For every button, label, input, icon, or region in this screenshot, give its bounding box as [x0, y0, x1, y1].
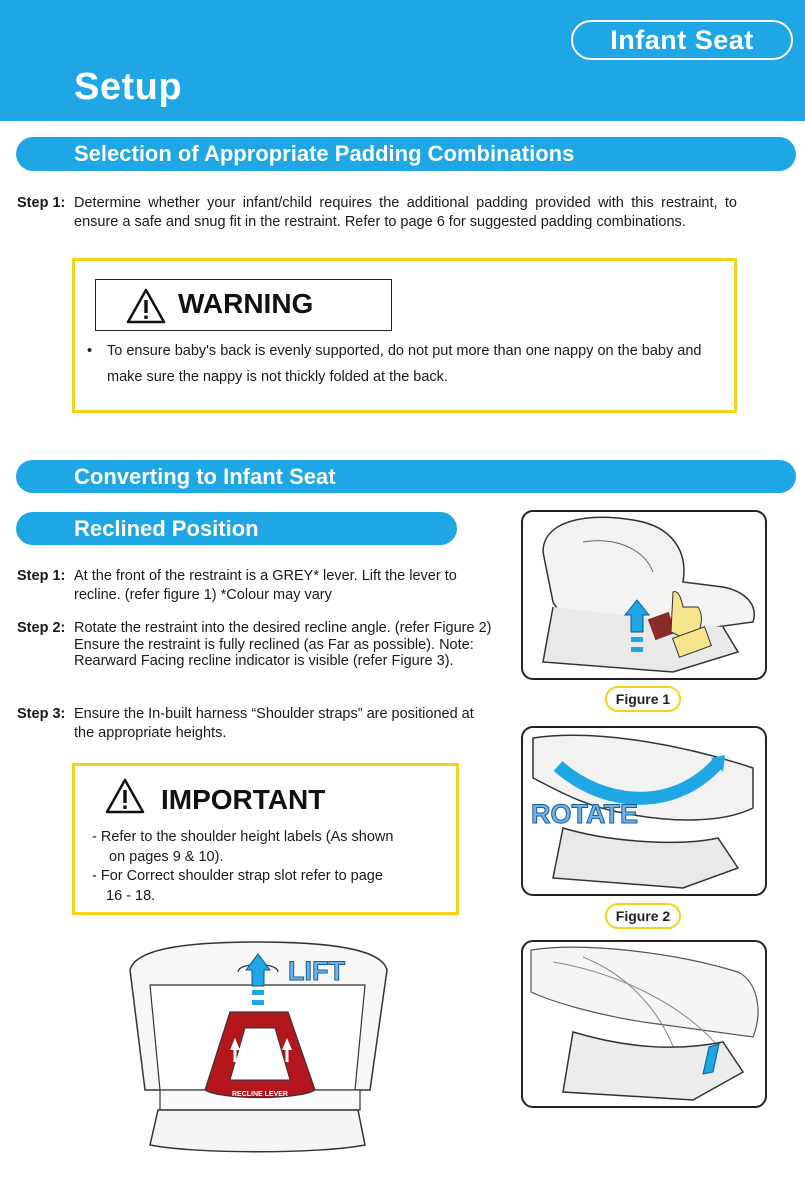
- figure-3-illustration: [521, 940, 767, 1108]
- warning-triangle-icon: [126, 288, 166, 324]
- recline-step-2: [17, 620, 497, 690]
- padding-step-1: [17, 194, 737, 254]
- lift-text: LIFT: [288, 956, 345, 986]
- figure-2-illustration: [521, 726, 767, 896]
- subheading-reclined-position: Reclined Position: [16, 512, 457, 545]
- step-label: Step 1:: [17, 568, 66, 584]
- warning-header: [95, 279, 392, 331]
- recline-lever-text: RECLINE LEVER: [231, 1091, 289, 1098]
- seat-rotate-drawing: [523, 728, 765, 894]
- step-text: At the front of the restraint is a GREY* lever. Lift the lever to recline. (refer figure 1) *Colour may vary: [74, 568, 457, 603]
- important-line-1: - Refer to the shoulder height labels (As shown: [92, 829, 394, 845]
- step-text: Rotate the restraint into the desired recline angle. (refer Figure 2) Ensure the restraint is fully reclined (as Far as possible). Note: Rearward Facing recline indicator is visible (refer Figure 3).: [74, 620, 492, 669]
- recline-step-3: [17, 705, 497, 745]
- rotate-text: ROTATE: [531, 799, 638, 829]
- recline-lever-illustration: [120, 940, 395, 1155]
- step-label: Step 2:: [17, 620, 66, 636]
- section-tab-label: Infant Seat: [571, 20, 793, 60]
- important-line-2: on pages 9 & 10).: [109, 848, 224, 865]
- important-title: IMPORTANT: [161, 784, 326, 815]
- seat-lever-drawing: [523, 512, 765, 678]
- step-label: Step 1:: [17, 195, 66, 211]
- recline-step-1: [17, 567, 497, 607]
- step-label: Step 3:: [17, 706, 66, 722]
- warning-triangle-icon: [105, 778, 145, 814]
- section-heading-padding: Selection of Appropriate Padding Combinations: [16, 137, 796, 171]
- important-line-3: - For Correct shoulder strap slot refer to page: [92, 868, 383, 884]
- seat-indicator-drawing: [523, 942, 765, 1106]
- section-heading-converting: Converting to Infant Seat: [16, 460, 796, 493]
- step-text: Ensure the In-built harness “Shoulder straps” are positioned at the appropriate heights.: [74, 706, 474, 741]
- seat-front-drawing: [120, 940, 395, 1155]
- header-banner: [0, 0, 805, 121]
- important-line-4: 16 - 18.: [106, 887, 156, 904]
- warning-box: [72, 258, 737, 413]
- figure-1-illustration: [521, 510, 767, 680]
- figure-2-label: Figure 2: [605, 903, 681, 929]
- bullet-dot: •: [87, 343, 93, 359]
- step-text: Determine whether your infant/child requires the additional padding provided with this restraint, to ensure a safe and snug fit in the restraint. Refer to page 6 for suggested padding combinations.: [74, 195, 737, 230]
- warning-bullet-text: To ensure baby's back is evenly supported, do not put more than one nappy on the baby and make sure the nappy is not thickly folded at the back.: [107, 343, 702, 385]
- figure-1-label: Figure 1: [605, 686, 681, 712]
- warning-title: WARNING: [178, 288, 314, 319]
- important-box: [72, 763, 459, 915]
- important-text: [92, 828, 393, 906]
- page-title: Setup: [74, 66, 183, 108]
